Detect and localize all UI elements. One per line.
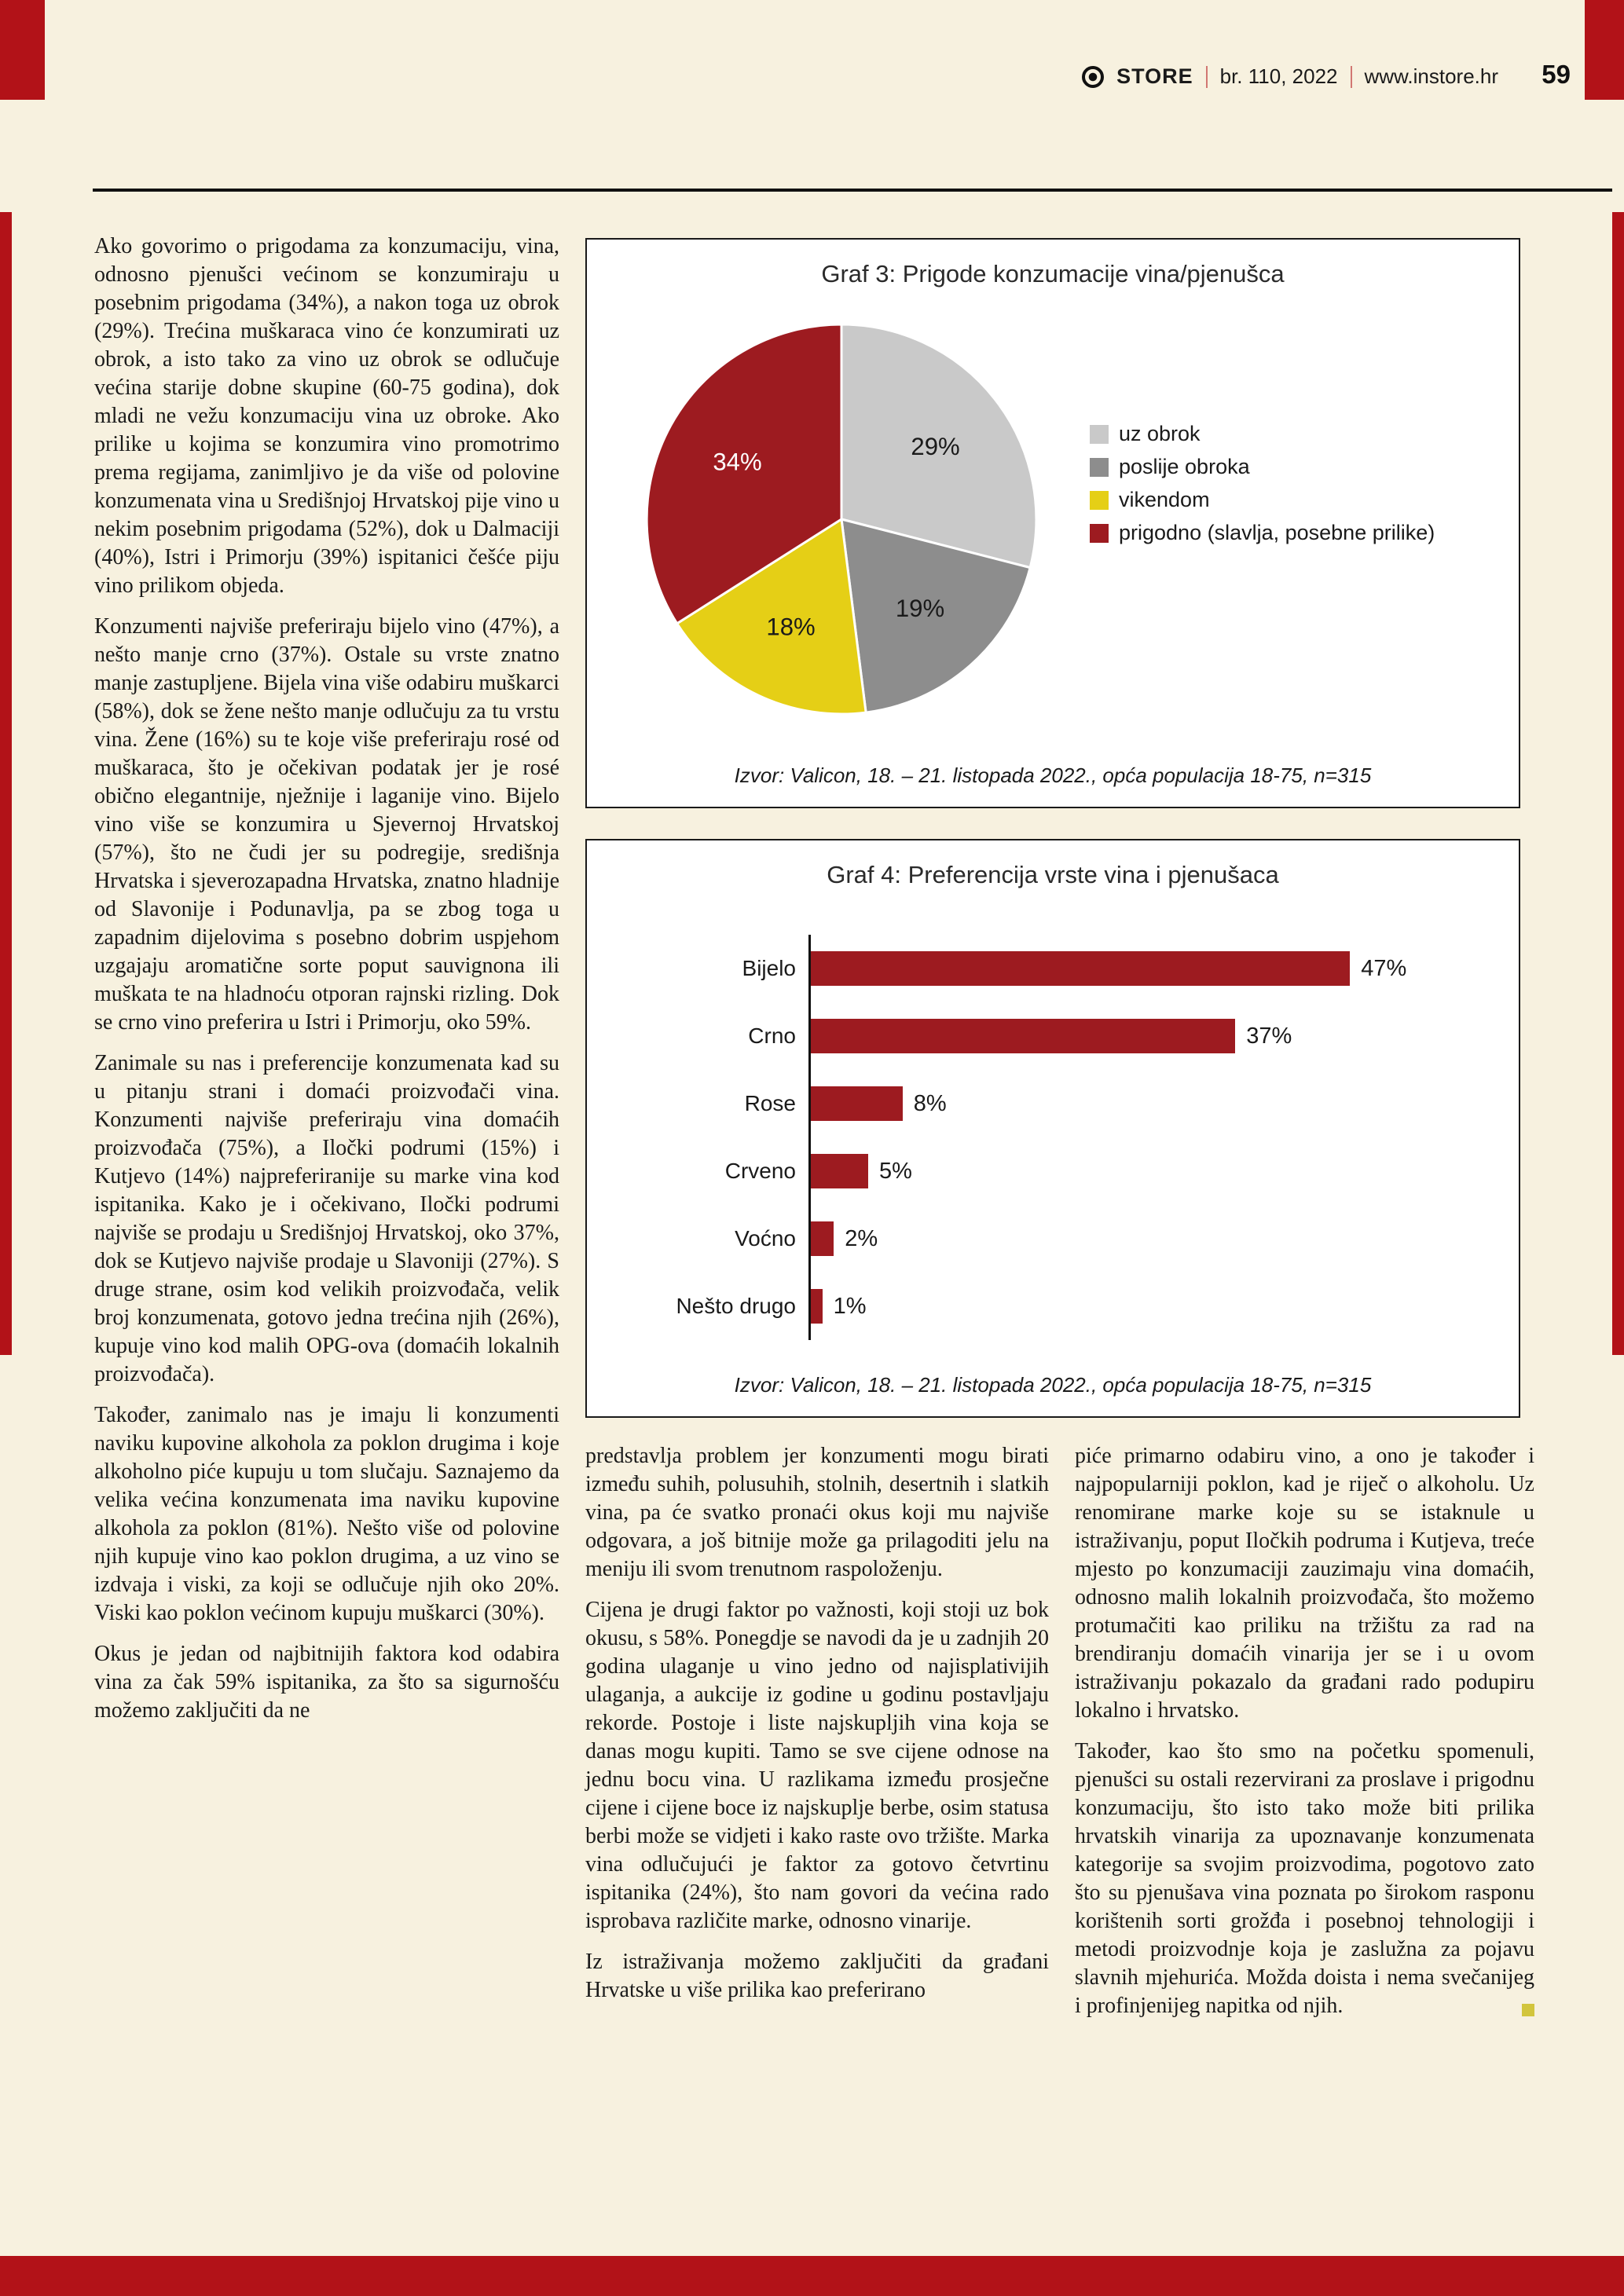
bar — [811, 1221, 834, 1256]
bar-value-label: 8% — [913, 1090, 947, 1116]
bar — [811, 1154, 868, 1188]
bar-value-label: 2% — [845, 1225, 878, 1251]
bar-area — [808, 1205, 1476, 1273]
legend-swatch — [1090, 425, 1109, 444]
instore-logo-icon — [1082, 66, 1104, 88]
bar-rows — [636, 935, 1476, 1340]
website-url: www.instore.hr — [1364, 64, 1498, 88]
bar-area — [808, 1273, 1476, 1340]
bar-category-label: Crno — [748, 1023, 796, 1048]
paragraph: predstavlja problem jer konzumenti mogu birati između suhih, polusuhih, stolnih, desertnih i slatkih vina, pa će svatko pronaći okus koji mu najviše odgovara, a još bitnije može ga prilagoditi jelu na meniju ili svom trenutnom raspoloženju. — [585, 1444, 1049, 1581]
paragraph-text: Također, kao što smo na početku spomenuli, pjenušci su ostali rezervirani za proslave i prigodnu konzumaciju, što isto tako može biti prilika hrvatskih vinarija za upoznavanje konzumenata kategorije sa svojim proizvodima, pogotovo zato što su pjenušava vina poznata po širokom rasponu korištenih sorti grožđa i posebnoj tehnologiji i metodi proizvodnje koja je zaslužna za pojavu slavnih mjehurića. Možda doista i nema svečanijeg i profinjenijeg napitka od njih. — [1075, 1739, 1534, 2018]
bar-row — [636, 1002, 1476, 1070]
paragraph: Konzumenti najviše preferiraju bijelo vino (47%), a nešto manje crno (37%). Ostale su vrste znatno manje zastupljene. Bijela vina više odabiru muškarci (58%), dok se žene nešto manje odlučuju za tu vrstu vina. Žene (16%) su te koje više preferiraju rosé od muškaraca, što je očekivan podatak jer je rosé obično elegantnije, nježnije i laganije vino. Bijelo vino više se konzumira u Sjevernoj Hrvatskoj (57%), što ne čudi jer su podregije, središnja Hrvatska i sjeverozapadna Hrvatska, znatno hladnije od Slavonije i Podunavlja, pa se zbog toga u zapadnim dijelovima s posebno dobrim uspjehom uzgajaju aromatične sorte poput sauvignona ili muškata te na hladnoću otporan rajnski rizling. Dok se crno vino preferira u Istri i Primorju, oko 59%. — [94, 614, 559, 1034]
bar — [811, 1289, 823, 1324]
issue-label: br. 110, 2022 — [1219, 64, 1338, 88]
top-left-red-block — [0, 0, 45, 100]
end-of-article-marker — [1522, 2004, 1534, 2016]
paragraph: Zanimale su nas i preferencije konzumenata kad su u pitanju strani i domaći proizvođači vina. Konzumenti najviše preferiraju vina domaćih proizvođača (75%), a Iločki podrumi (15%) i Kutjevo (14%) najpreferiranije su marke vina kod ispitanika. Kako je i očekivano, Iločki podrumi najviše se prodaju u Središnjoj Hrvatskoj, oko 37%, dok se Kutjevo najviše prodaje u Slavoniji (27%). S druge strane, osim kod velikih proizvođača, velik broj konzumenata, gotovo jedna trećina njih (26%), kupuje vino kod malih OPG-ova (domaćih lokalnih proizvođača). — [94, 1051, 559, 1386]
bar-value-label: 5% — [879, 1158, 912, 1184]
bar-value-label: 1% — [833, 1293, 867, 1319]
header-divider — [1351, 66, 1352, 88]
chart-source: Izvor: Valicon, 18. – 21. listopada 2022., opća populacija 18-75, n=315 — [734, 764, 1372, 787]
bar-value-label: 47% — [1361, 955, 1407, 981]
legend-swatch — [1090, 491, 1109, 510]
bar-area — [808, 1002, 1476, 1070]
page-number: 59 — [1542, 60, 1571, 89]
right-edge-red-strip — [1612, 212, 1624, 1355]
bar-area — [808, 935, 1476, 1002]
bar-category-label: Bijelo — [742, 956, 796, 980]
paragraph — [1075, 1738, 1534, 2020]
legend-label: vikendom — [1119, 488, 1210, 511]
bar-category-label: Nešto drugo — [676, 1294, 796, 1318]
bar — [811, 951, 1350, 986]
text-column-3 — [1075, 1442, 1534, 2033]
bar-row — [636, 1137, 1476, 1205]
pie-slice-label: 19% — [895, 594, 945, 622]
bar-row — [636, 1205, 1476, 1273]
legend-item — [1090, 488, 1435, 512]
pie-chart — [640, 318, 1043, 720]
bar-row — [636, 935, 1476, 1002]
paragraph: Također, zanimalo nas je imaju li konzumenti naviku kupovine alkohola za poklon drugima i koje alkoholno piće kupuju u tom slučaju. Saznajemo da velika većina konzumenata ima naviku kupovine alkohola za poklon (81%). Nešto više od polovine njih kupuje vino kao poklon drugima, a uz vino se izdvaja i viski, za koji se odlučuje njih oko 20%. Viski kao poklon većinom kupuju muškarci (30%). — [94, 1403, 559, 1625]
legend-label: prigodno (slavlja, posebne prilike) — [1119, 521, 1435, 544]
text-column-2 — [585, 1442, 1049, 2017]
bar-area — [808, 1137, 1476, 1205]
pie-slice-label: 29% — [911, 432, 960, 460]
header-divider — [1206, 66, 1208, 88]
legend-item — [1090, 455, 1435, 479]
paragraph: piće primarno odabiru vino, a ono je također i najpopularniji poklon, kad je riječ o alkoholu. Uz renomirane marke koje su se istaknule u istraživanju, poput Iločkih podruma i Kutjeva, treće mjesto po konzumaciji zauzimaju vina domaćih, odnosno malih lokalnih proizvođača, što možemo protumačiti kao priliku na tržištu za rad na brendiranju domaćih vinarija jer se i u ovom istraživanju pokazalo da građani rado podupiru lokalno i hrvatsko. — [1075, 1444, 1534, 1723]
magazine-brand: STORE — [1116, 64, 1193, 88]
legend-label: poslije obroka — [1119, 455, 1250, 478]
pie-legend — [1090, 422, 1435, 545]
page-header — [1082, 64, 1498, 89]
bar-row — [636, 1273, 1476, 1340]
bar-category-label: Crveno — [724, 1159, 796, 1183]
bar-row — [636, 1070, 1476, 1137]
legend-item — [1090, 521, 1435, 545]
bar-area — [808, 1070, 1476, 1137]
top-right-red-block — [1585, 0, 1624, 100]
legend-label: uz obrok — [1119, 422, 1201, 445]
pie-slice-label: 18% — [766, 613, 816, 641]
bar — [811, 1086, 903, 1121]
chart-title: Graf 3: Prigode konzumacije vina/pjenušca — [821, 260, 1285, 287]
bar-category-label: Voćno — [735, 1226, 796, 1251]
pie-slice-label: 34% — [713, 448, 762, 476]
legend-item — [1090, 422, 1435, 446]
bar-category-label: Rose — [744, 1091, 796, 1115]
bar-value-label: 37% — [1246, 1023, 1292, 1049]
legend-swatch — [1090, 458, 1109, 477]
chart-graf3 — [585, 238, 1520, 808]
paragraph: Cijena je drugi faktor po važnosti, koji stoji uz bok okusu, s 58%. Ponegdje se navodi da je u zadnjih 20 godina ulaganje u vino jedno od najisplativijih ulaganja, a aukcije iz godine u godinu postavljaju rekorde. Postoje i liste najskupljih vina koja se danas mogu kupiti. Tamo se sve cijene odnose na jednu bocu vina. U razlikama između prosječne cijene i cijene boce iz najskuplje berbe, osim statusa berbi može se vidjeti i kako raste ovo tržište. Marka vina odlučujući je faktor za gotovo četvrtinu ispitanika (24%), što nam govori da većina rado isprobava različite marke, odnosno vinarije. — [585, 1598, 1049, 1933]
legend-swatch — [1090, 524, 1109, 543]
text-column-1 — [94, 233, 559, 1738]
header-rule — [93, 189, 1612, 192]
chart-title: Graf 4: Preferencija vrste vina i pjenušaca — [827, 861, 1279, 888]
chart-graf4 — [585, 839, 1520, 1418]
left-edge-red-strip — [0, 212, 12, 1355]
chart-source: Izvor: Valicon, 18. – 21. listopada 2022., opća populacija 18-75, n=315 — [734, 1373, 1372, 1397]
paragraph: Iz istraživanja možemo zaključiti da građani Hrvatske u više prilika kao preferirano — [585, 1950, 1049, 2002]
bottom-red-bar — [0, 2256, 1624, 2296]
paragraph: Ako govorimo o prigodama za konzumaciju, vina, odnosno pjenušci većinom se konzumiraju u posebnim prigodama (34%), a nakon toga uz obrok (29%). Trećina muškaraca vino će konzumirati uz obrok, a isto tako za vino uz obrok se odlučuje većina starije dobne skupine (60-75 godina), dok mladi ne vežu konzumaciju vina uz obroke. Ako prilike u kojima se konzumira vino promotrimo prema regijama, zanimljivo je da više od polovine konzumenata vina u Središnjoj Hrvatskoj pije vino u nekim posebnim prigodama (52%), dok u Dalmaciji (40%), Istri i Primorju (39%) ispitanici češće piju vino prilikom objeda. — [94, 234, 559, 598]
paragraph: Okus je jedan od najbitnijih faktora kod odabira vina za čak 59% ispitanika, za što sa sigurnošću možemo zaključiti da ne — [94, 1642, 559, 1723]
bar — [811, 1019, 1235, 1053]
